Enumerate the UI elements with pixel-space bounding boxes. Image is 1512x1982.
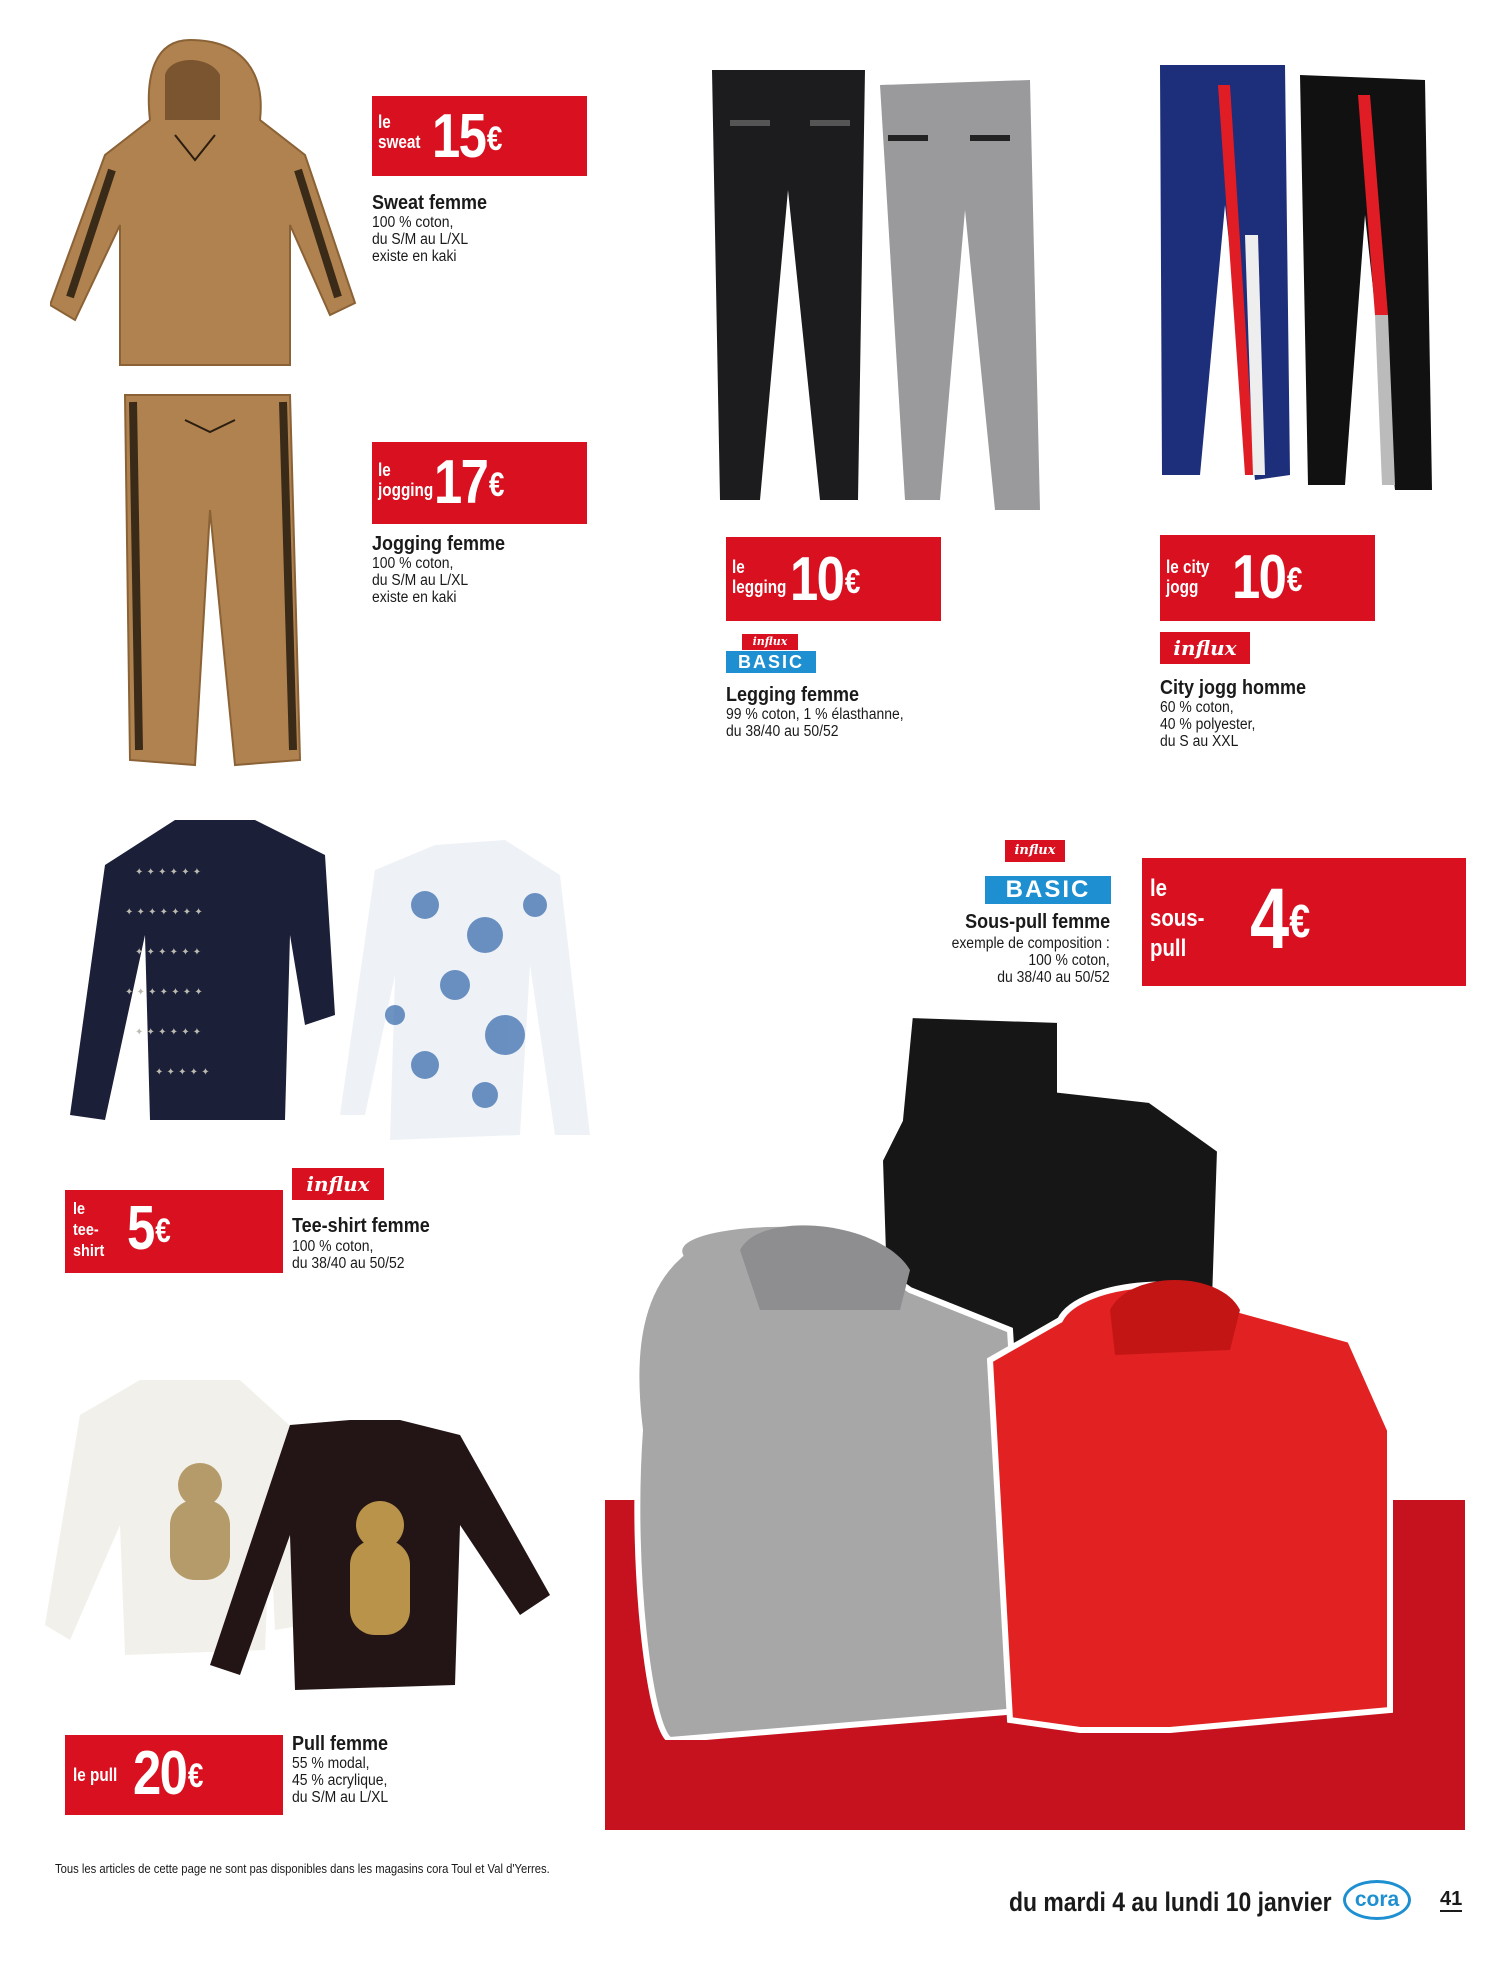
jogging-price-amount: 17€	[434, 448, 503, 517]
pull-price-amount: 20€	[133, 1739, 202, 1808]
pull-price-label: le pull	[73, 1765, 118, 1785]
souspull-price-tag	[1142, 858, 1466, 986]
sweat-price-amount: 15€	[432, 102, 501, 171]
sweat-price-label: le sweat	[378, 112, 421, 152]
legging-price-tag	[726, 537, 941, 621]
teeshirt-price-amount: 5€	[127, 1194, 170, 1263]
jogging-price-tag	[372, 442, 587, 524]
svg-text:✦ ✦ ✦ ✦ ✦ ✦: ✦ ✦ ✦ ✦ ✦ ✦	[135, 867, 202, 878]
jogging-name: Jogging femme	[372, 533, 506, 555]
pull-femme-photo	[40, 1375, 560, 1695]
jogging-femme-photo	[115, 390, 315, 770]
cora-logo-text: cora	[1354, 1888, 1400, 1911]
legging-brand-basic: BASIC	[726, 651, 816, 673]
teeshirt-name: Tee-shirt femme	[292, 1215, 430, 1237]
souspull-name: Sous-pull femme	[964, 911, 1110, 933]
svg-text:✦ ✦ ✦ ✦ ✦ ✦ ✦: ✦ ✦ ✦ ✦ ✦ ✦ ✦	[125, 987, 203, 998]
teeshirt-price-tag	[65, 1190, 283, 1273]
svg-text:✦ ✦ ✦ ✦ ✦: ✦ ✦ ✦ ✦ ✦	[155, 1067, 210, 1078]
souspull-brand-basic: BASIC	[985, 876, 1111, 904]
pull-price-tag	[65, 1735, 283, 1815]
souspull-price-label: le sous- pull	[1150, 875, 1205, 962]
legging-femme-photo	[700, 60, 1045, 510]
teeshirt-price-label: le tee- shirt	[73, 1199, 105, 1260]
svg-text:✦ ✦ ✦ ✦ ✦ ✦: ✦ ✦ ✦ ✦ ✦ ✦	[135, 1027, 202, 1038]
sweat-femme-photo	[50, 35, 360, 375]
cityjogg-price-tag	[1160, 535, 1375, 621]
jogging-desc: 100 % coton, du S/M au L/XL existe en kaki	[372, 555, 469, 606]
pull-name: Pull femme	[292, 1733, 389, 1755]
svg-text:✦ ✦ ✦ ✦ ✦ ✦: ✦ ✦ ✦ ✦ ✦ ✦	[135, 947, 202, 958]
legging-price-label: le legging	[732, 557, 787, 597]
legging-price-amount: 10€	[790, 545, 859, 614]
jogging-price-label: le jogging	[378, 460, 434, 500]
cityjogg-name: City jogg homme	[1160, 677, 1307, 699]
cityjogg-brand-influx: influx	[1160, 632, 1250, 664]
city-jogg-homme-photo	[1150, 55, 1440, 495]
sous-pull-femme-photo	[610, 1010, 1400, 1740]
cityjogg-price-amount: 10€	[1232, 543, 1301, 612]
sweat-name: Sweat femme	[372, 192, 488, 214]
legging-desc: 99 % coton, 1 % élasthanne, du 38/40 au 50/52	[726, 706, 904, 740]
teeshirt-brand-influx: influx	[292, 1168, 384, 1200]
sweat-desc: 100 % coton, du S/M au L/XL existe en kaki	[372, 214, 469, 265]
page-number: 41	[1440, 1888, 1463, 1910]
sweat-price-tag	[372, 96, 587, 176]
footer-dates: du mardi 4 au lundi 10 janvier	[1009, 1887, 1332, 1917]
cora-logo	[1343, 1880, 1411, 1920]
cityjogg-price-label: le city jogg	[1166, 557, 1210, 597]
souspull-desc: exemple de composition : 100 % coton, du 38/40 au 50/52	[951, 935, 1110, 986]
tee-shirt-femme-photo	[65, 815, 595, 1145]
svg-text:✦ ✦ ✦ ✦ ✦ ✦ ✦: ✦ ✦ ✦ ✦ ✦ ✦ ✦	[125, 907, 203, 918]
pull-desc: 55 % modal, 45 % acrylique, du S/M au L/XL	[292, 1755, 389, 1806]
cityjogg-desc: 60 % coton, 40 % polyester, du S au XXL	[1160, 699, 1256, 750]
souspull-price-amount: 4€	[1250, 871, 1309, 967]
legging-brand-influx: influx	[742, 634, 798, 650]
footer-disclaimer: Tous les articles de cette page ne sont pas disponibles dans les magasins cora Toul et Val d'Yerres.	[55, 1862, 550, 1876]
teeshirt-desc: 100 % coton, du 38/40 au 50/52	[292, 1238, 405, 1272]
souspull-brand-influx: influx	[1005, 840, 1065, 862]
legging-name: Legging femme	[726, 684, 860, 706]
